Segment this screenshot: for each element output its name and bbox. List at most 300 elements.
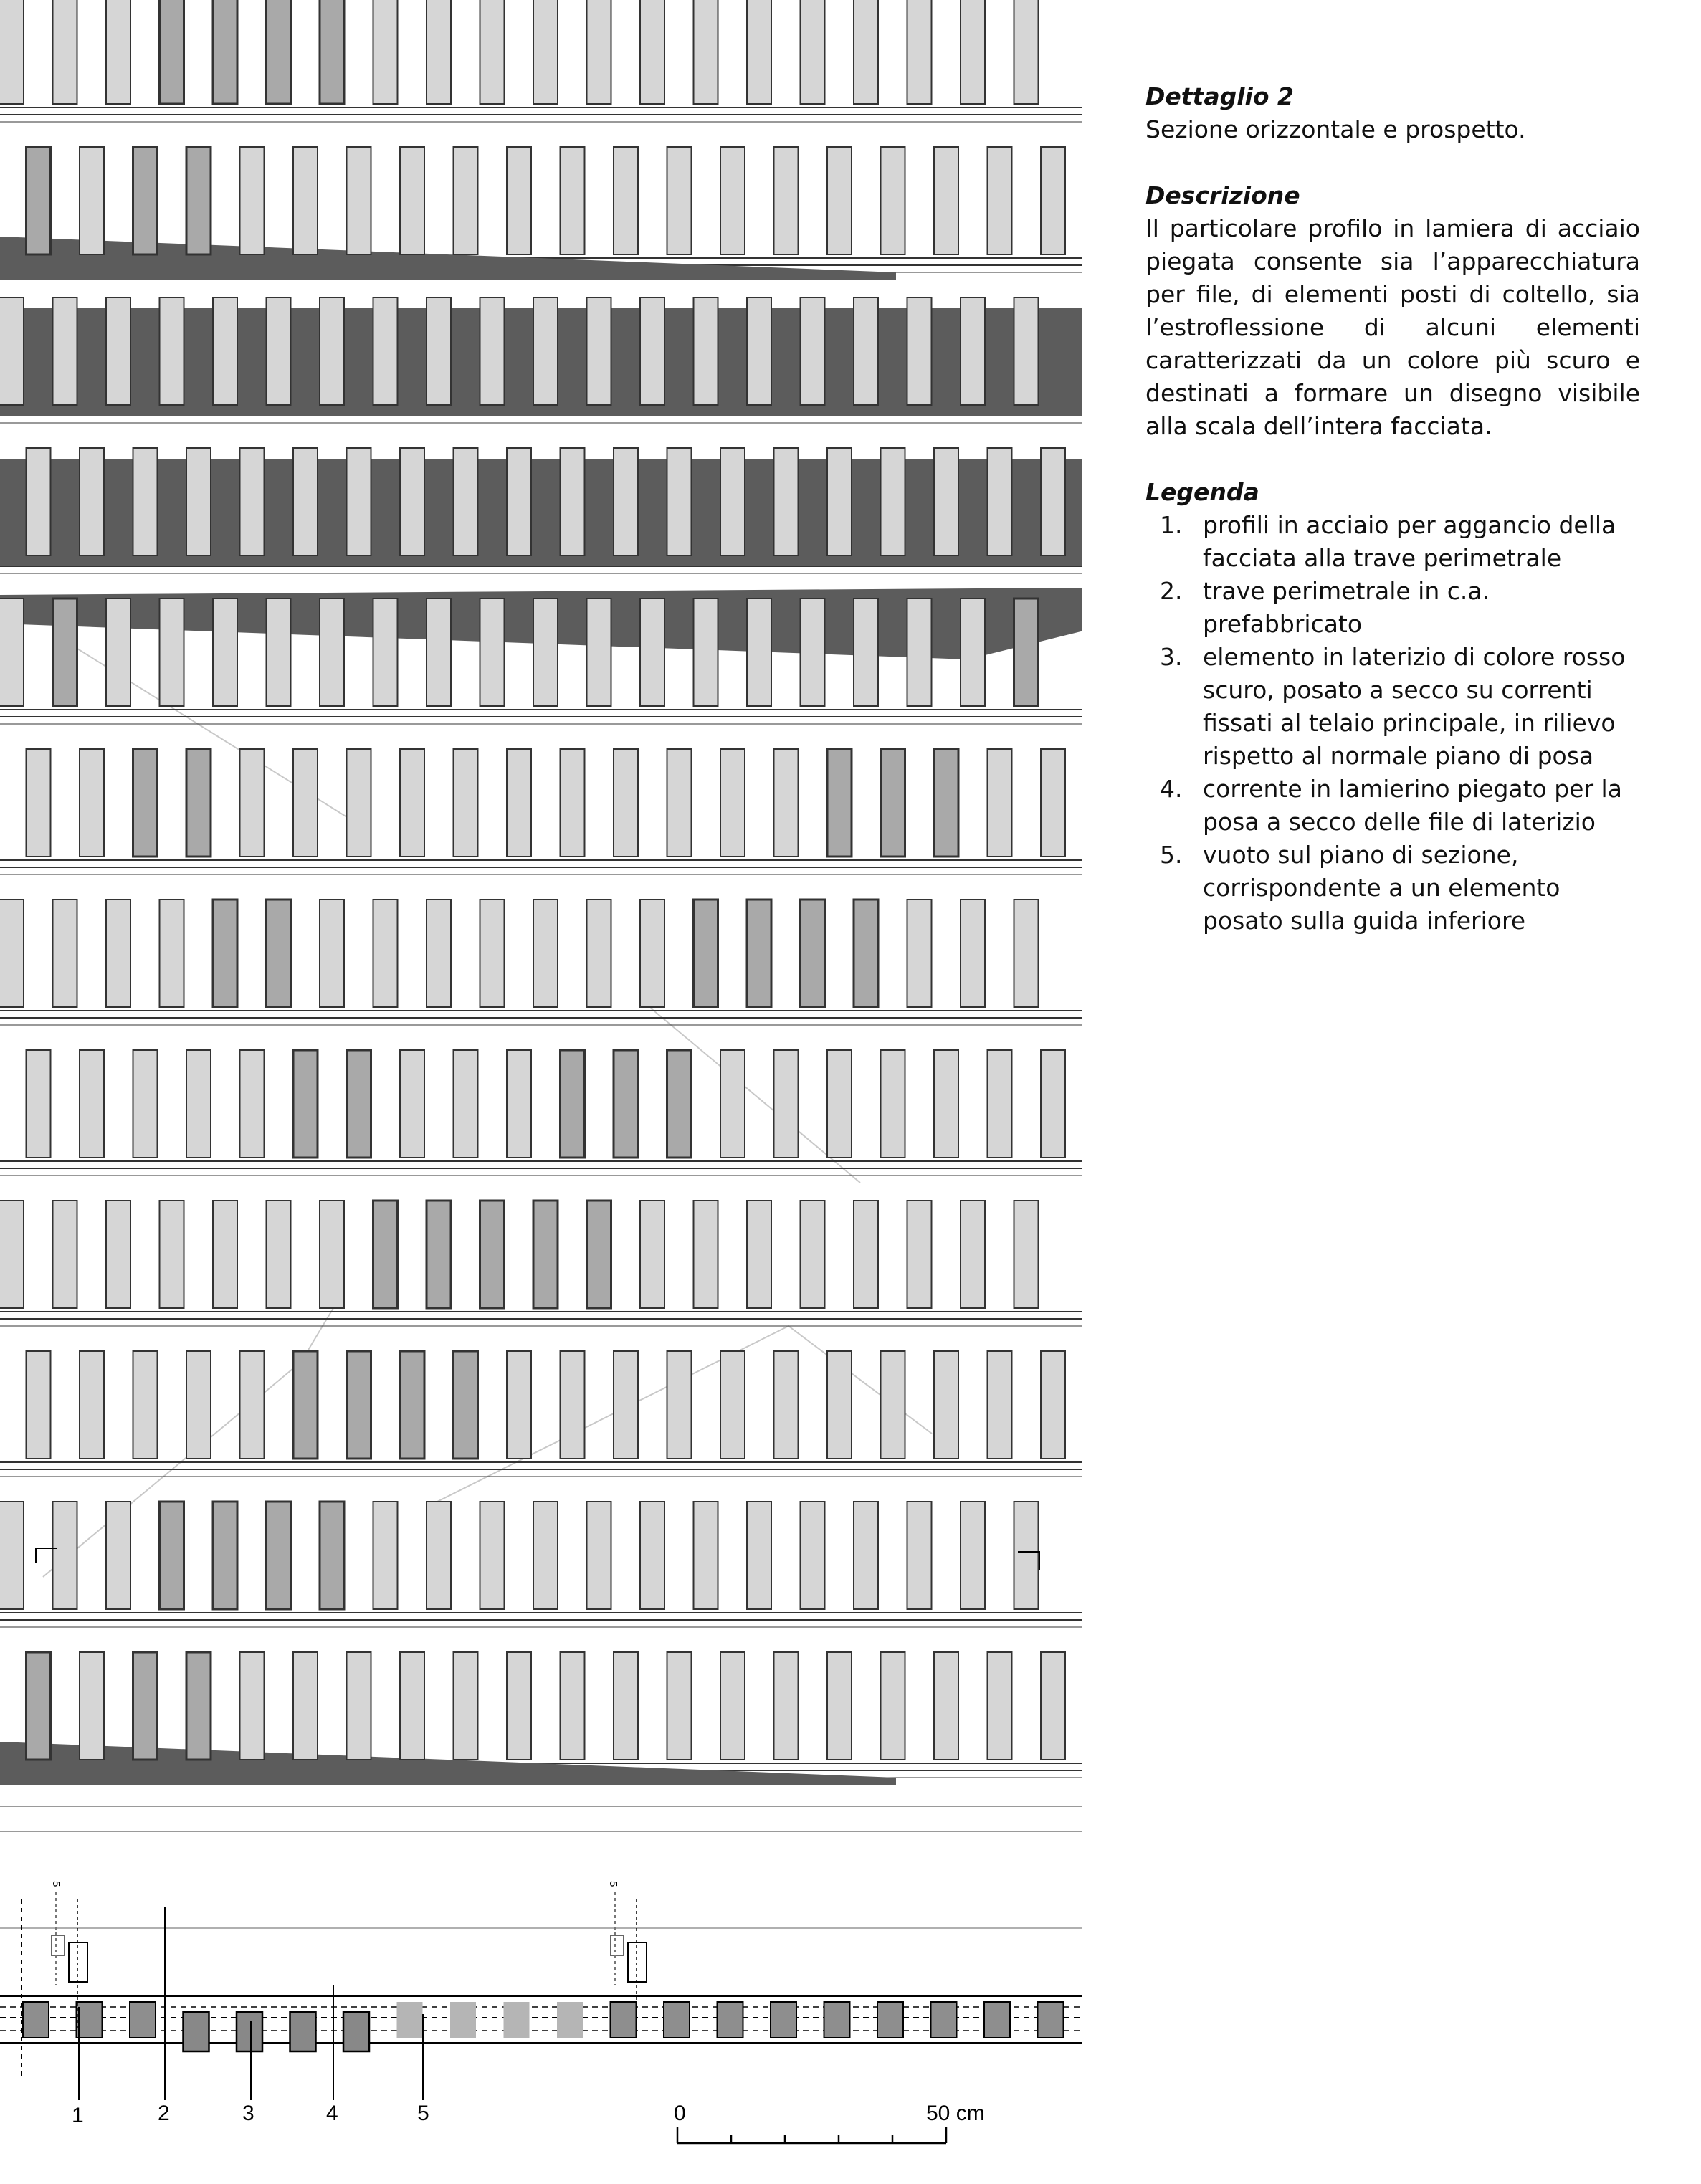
scale-bar-start-label: 0 xyxy=(674,2102,686,2125)
brick-element xyxy=(881,1351,905,1459)
brick-element xyxy=(213,297,237,405)
brick-element xyxy=(106,1502,130,1609)
brick-element xyxy=(961,297,985,405)
side-text-panel xyxy=(1145,80,1640,938)
brick-element xyxy=(854,900,878,1007)
brick-element xyxy=(988,1351,1012,1459)
brick-element xyxy=(934,147,958,254)
bracket-profile xyxy=(69,1942,87,1982)
brick-element xyxy=(854,1502,878,1609)
facade-row xyxy=(0,1050,1082,1176)
brick-element xyxy=(53,297,77,405)
brick-element xyxy=(1014,1201,1039,1308)
brick-element xyxy=(1014,0,1039,104)
brick-element xyxy=(640,900,664,1007)
brick-element xyxy=(427,297,451,405)
brick-element xyxy=(854,1201,878,1308)
brick-element xyxy=(186,147,211,254)
brick-element xyxy=(747,297,771,405)
brick-element xyxy=(160,1201,184,1308)
legend-item-number: 5. xyxy=(1160,841,1183,869)
brick-element xyxy=(267,599,291,706)
detail-title: Dettaglio 2 xyxy=(1145,82,1294,110)
section-element xyxy=(771,2002,796,2038)
brick-element xyxy=(988,448,1012,555)
brick-element xyxy=(988,749,1012,857)
brick-element xyxy=(961,900,985,1007)
brick-element xyxy=(907,1201,932,1308)
brick-element xyxy=(720,1351,745,1459)
legend-title: Legenda xyxy=(1145,478,1259,506)
brick-element xyxy=(400,749,424,857)
brick-element xyxy=(373,1201,398,1308)
brick-element xyxy=(614,147,638,254)
brick-element xyxy=(507,1652,531,1760)
brick-element xyxy=(454,1050,478,1158)
brick-element xyxy=(454,1351,478,1459)
callout-4: 4 xyxy=(326,2102,338,2125)
brick-element xyxy=(240,1652,265,1760)
brick-element xyxy=(106,1201,130,1308)
brick-element xyxy=(561,1351,585,1459)
legend-item-number: 3. xyxy=(1160,643,1183,671)
brick-element xyxy=(907,297,932,405)
brick-element xyxy=(694,1502,718,1609)
brick-element xyxy=(854,297,878,405)
brick-element xyxy=(907,599,932,706)
brick-element xyxy=(747,900,771,1007)
facade-row xyxy=(0,900,1082,1025)
legend-item-text: trave perimetrale in c.a. prefabbricato xyxy=(1203,577,1490,638)
brick-element xyxy=(533,297,558,405)
brick-element xyxy=(320,900,344,1007)
callout-1: 1 xyxy=(72,2104,84,2127)
brick-element xyxy=(480,1201,505,1308)
brick-element xyxy=(747,0,771,104)
brick-element xyxy=(1041,749,1065,857)
legend-item-text: corrente in lamierino piegato per la posa a secco delle file di laterizio xyxy=(1203,775,1622,836)
brick-element xyxy=(400,448,424,555)
brick-element xyxy=(80,749,104,857)
brick-element xyxy=(454,1652,478,1760)
brick-element xyxy=(881,1652,905,1760)
section-element xyxy=(23,2002,49,2038)
brick-element xyxy=(667,448,692,555)
brick-element xyxy=(27,749,51,857)
brick-element xyxy=(186,1050,211,1158)
brick-element xyxy=(1014,900,1039,1007)
brick-element xyxy=(480,0,505,104)
brick-element xyxy=(934,448,958,555)
brick-element xyxy=(240,1050,265,1158)
brick-element xyxy=(533,900,558,1007)
brick-element xyxy=(667,749,692,857)
brick-element xyxy=(373,1502,398,1609)
section-void-element xyxy=(397,2002,423,2038)
brick-element xyxy=(1014,599,1039,706)
brick-element xyxy=(454,147,478,254)
brick-element xyxy=(106,900,130,1007)
brick-element xyxy=(427,599,451,706)
brick-element xyxy=(1041,448,1065,555)
description-title: Descrizione xyxy=(1145,181,1300,209)
brick-element xyxy=(106,599,130,706)
brick-element xyxy=(988,1050,1012,1158)
brick-element xyxy=(320,297,344,405)
legend-item-text: elemento in laterizio di colore rosso scuro, posato a secco su correnti fissati al telaio principale, in rilievo rispetto al normale piano di posa xyxy=(1203,643,1626,770)
brick-element xyxy=(747,1201,771,1308)
section-void-element xyxy=(504,2002,530,2038)
brick-element xyxy=(614,1050,638,1158)
section-element xyxy=(664,2002,690,2038)
brick-element xyxy=(80,1050,104,1158)
brick-element xyxy=(827,147,852,254)
brick-element xyxy=(587,1201,611,1308)
section-void-element xyxy=(450,2002,476,2038)
brick-element xyxy=(667,1351,692,1459)
section-offset-element xyxy=(237,2012,262,2051)
brick-element xyxy=(240,1351,265,1459)
brick-element xyxy=(106,297,130,405)
brick-element xyxy=(720,147,745,254)
brick-element xyxy=(347,1351,371,1459)
brick-element xyxy=(827,1351,852,1459)
brick-element xyxy=(186,448,211,555)
brick-element xyxy=(186,1351,211,1459)
brick-element xyxy=(160,900,184,1007)
section-offset-element xyxy=(343,2012,369,2051)
brick-element xyxy=(427,0,451,104)
brick-element xyxy=(133,1050,158,1158)
brick-element xyxy=(587,0,611,104)
facade-row xyxy=(0,147,1082,280)
brick-element xyxy=(747,1502,771,1609)
brick-element xyxy=(80,1652,104,1760)
section-element xyxy=(984,2002,1010,2038)
brick-element xyxy=(854,0,878,104)
dark-band xyxy=(0,459,1082,566)
bracket-clamp xyxy=(52,1935,65,1955)
brick-element xyxy=(881,1050,905,1158)
brick-element xyxy=(427,1502,451,1609)
brick-element xyxy=(240,448,265,555)
brick-element xyxy=(106,0,130,104)
brick-element xyxy=(213,900,237,1007)
legend-item xyxy=(1145,509,1640,575)
brick-element xyxy=(961,1502,985,1609)
brick-element xyxy=(320,1502,344,1609)
section-element xyxy=(611,2002,637,2038)
brick-element xyxy=(320,1201,344,1308)
brick-element xyxy=(694,900,718,1007)
brick-element xyxy=(27,1351,51,1459)
brick-element xyxy=(667,1050,692,1158)
legend-item-number: 2. xyxy=(1160,577,1183,605)
brick-element xyxy=(53,1502,77,1609)
brick-element xyxy=(373,900,398,1007)
brick-element xyxy=(801,297,825,405)
brick-element xyxy=(533,599,558,706)
brick-element xyxy=(827,1050,852,1158)
section-offset-element xyxy=(290,2012,316,2051)
brick-element xyxy=(80,448,104,555)
brick-element xyxy=(0,599,24,706)
brick-element xyxy=(507,448,531,555)
legend-list xyxy=(1145,509,1640,938)
brick-element xyxy=(640,599,664,706)
brick-element xyxy=(533,0,558,104)
brick-element xyxy=(774,448,799,555)
legend-item-number: 4. xyxy=(1160,775,1183,803)
brick-element xyxy=(667,147,692,254)
brick-element xyxy=(561,749,585,857)
brick-element xyxy=(53,1201,77,1308)
legend-item-text: vuoto sul piano di sezione, corrispondente a un elemento posato sulla guida inferiore xyxy=(1203,841,1561,935)
brick-element xyxy=(347,448,371,555)
detail-subtitle: Sezione orizzontale e prospetto. xyxy=(1145,115,1526,143)
brick-element xyxy=(801,1201,825,1308)
bracket-profile xyxy=(628,1942,647,1982)
brick-element xyxy=(640,1201,664,1308)
brick-element xyxy=(373,297,398,405)
brick-element xyxy=(400,1652,424,1760)
section-element xyxy=(77,2002,103,2038)
facade-row xyxy=(0,749,1082,874)
brick-element xyxy=(133,1652,158,1760)
brick-element xyxy=(587,599,611,706)
brick-element xyxy=(827,1652,852,1760)
brick-element xyxy=(267,0,291,104)
section-element xyxy=(931,2002,957,2038)
brick-element xyxy=(801,599,825,706)
brick-element xyxy=(267,297,291,405)
brick-element xyxy=(293,1351,318,1459)
legend-item xyxy=(1145,641,1640,773)
brick-element xyxy=(27,1050,51,1158)
brick-element xyxy=(480,900,505,1007)
brick-element xyxy=(427,900,451,1007)
brick-element xyxy=(293,448,318,555)
brick-element xyxy=(1014,1502,1039,1609)
facade-row xyxy=(0,1502,1082,1627)
callout-3: 3 xyxy=(242,2102,254,2125)
brick-element xyxy=(561,147,585,254)
brick-element xyxy=(720,749,745,857)
brick-element xyxy=(614,1351,638,1459)
brick-element xyxy=(667,1652,692,1760)
brick-element xyxy=(53,900,77,1007)
brick-element xyxy=(561,1050,585,1158)
brick-element xyxy=(827,749,852,857)
brick-element xyxy=(881,448,905,555)
legend-item-number: 1. xyxy=(1160,511,1183,539)
legend-item-text: profili in acciaio per aggancio della facciata alla trave perimetrale xyxy=(1203,511,1616,572)
brick-element xyxy=(0,0,24,104)
brick-element xyxy=(694,297,718,405)
brick-element xyxy=(507,749,531,857)
brick-element xyxy=(213,0,237,104)
brick-element xyxy=(640,0,664,104)
brick-element xyxy=(881,147,905,254)
brick-element xyxy=(961,599,985,706)
brick-element xyxy=(694,599,718,706)
brick-element xyxy=(454,448,478,555)
brick-element xyxy=(587,297,611,405)
brick-element xyxy=(747,599,771,706)
brick-element xyxy=(961,1201,985,1308)
section-element xyxy=(718,2002,743,2038)
brick-element xyxy=(80,147,104,254)
brick-element xyxy=(907,900,932,1007)
brick-element xyxy=(133,147,158,254)
bracket-clamp xyxy=(611,1935,624,1955)
brick-element xyxy=(347,1050,371,1158)
brick-element xyxy=(320,0,344,104)
brick-element xyxy=(587,900,611,1007)
brick-element xyxy=(0,1502,24,1609)
brick-element xyxy=(907,1502,932,1609)
brick-element xyxy=(186,1652,211,1760)
brick-element xyxy=(533,1201,558,1308)
section-marker-left: 5 xyxy=(50,1881,62,1887)
brick-element xyxy=(480,599,505,706)
brick-element xyxy=(934,1652,958,1760)
brick-element xyxy=(27,448,51,555)
description-body: Il particolare profilo in lamiera di acciaio piegata consente sia l’apparecchiatura per file, di elementi posti di coltello, sia l’estroflessione di alcuni elementi caratterizzati da un colore più scuro e destinati a formare un disegno visibile alla scala dell’intera facciata. xyxy=(1145,214,1640,440)
brick-element xyxy=(400,1050,424,1158)
brick-element xyxy=(854,599,878,706)
brick-element xyxy=(801,900,825,1007)
brick-element xyxy=(827,448,852,555)
brick-element xyxy=(160,0,184,104)
brick-element xyxy=(160,1502,184,1609)
section-void-element xyxy=(557,2002,583,2038)
brick-element xyxy=(240,749,265,857)
brick-element xyxy=(213,1201,237,1308)
brick-element xyxy=(400,147,424,254)
section-element xyxy=(877,2002,903,2038)
brick-element xyxy=(293,147,318,254)
facade-row xyxy=(0,1351,1082,1477)
facade-row xyxy=(0,1652,1082,1785)
brick-element xyxy=(694,1201,718,1308)
brick-element xyxy=(267,1502,291,1609)
horizontal-section xyxy=(0,1548,1082,2143)
brick-element xyxy=(0,900,24,1007)
brick-element xyxy=(507,1351,531,1459)
brick-element xyxy=(720,1050,745,1158)
brick-element xyxy=(27,147,51,254)
brick-element xyxy=(934,1351,958,1459)
brick-element xyxy=(480,297,505,405)
brick-element xyxy=(267,900,291,1007)
brick-element xyxy=(720,1652,745,1760)
brick-element xyxy=(80,1351,104,1459)
brick-element xyxy=(507,1050,531,1158)
callout-2: 2 xyxy=(158,2102,170,2125)
brick-element xyxy=(801,0,825,104)
brick-element xyxy=(0,1201,24,1308)
facade-row xyxy=(0,599,1082,724)
brick-element xyxy=(1041,1351,1065,1459)
brick-element xyxy=(27,1652,51,1760)
brick-element xyxy=(640,297,664,405)
brick-element xyxy=(400,1351,424,1459)
brick-element xyxy=(614,1652,638,1760)
brick-element xyxy=(160,297,184,405)
callout-5: 5 xyxy=(417,2102,429,2125)
brick-element xyxy=(774,1050,799,1158)
brick-element xyxy=(694,0,718,104)
brick-element xyxy=(614,749,638,857)
brick-element xyxy=(1014,297,1039,405)
brick-element xyxy=(454,749,478,857)
brick-element xyxy=(961,0,985,104)
brick-element xyxy=(53,0,77,104)
brick-element xyxy=(427,1201,451,1308)
brick-element xyxy=(133,448,158,555)
section-element xyxy=(1038,2002,1064,2038)
brick-element xyxy=(213,1502,237,1609)
brick-element xyxy=(347,147,371,254)
brick-element xyxy=(801,1502,825,1609)
brick-element xyxy=(934,1050,958,1158)
brick-element xyxy=(186,749,211,857)
brick-element xyxy=(881,749,905,857)
brick-element xyxy=(267,1201,291,1308)
brick-element xyxy=(293,1652,318,1760)
brick-element xyxy=(774,147,799,254)
brick-element xyxy=(373,599,398,706)
brick-element xyxy=(347,749,371,857)
brick-element xyxy=(934,749,958,857)
section-marker-right: 5 xyxy=(607,1881,619,1887)
brick-element xyxy=(293,749,318,857)
scale-bar-end-label: 50 cm xyxy=(926,2102,985,2125)
brick-element xyxy=(53,599,77,706)
brick-element xyxy=(907,0,932,104)
facade-row xyxy=(0,1201,1082,1326)
brick-element xyxy=(320,599,344,706)
brick-element xyxy=(507,147,531,254)
section-element xyxy=(824,2002,850,2038)
brick-element xyxy=(1041,1652,1065,1760)
brick-element xyxy=(561,1652,585,1760)
brick-element xyxy=(774,749,799,857)
brick-element xyxy=(774,1351,799,1459)
brick-element xyxy=(640,1502,664,1609)
brick-element xyxy=(587,1502,611,1609)
brick-element xyxy=(160,599,184,706)
legend-item xyxy=(1145,773,1640,839)
brick-element xyxy=(347,1652,371,1760)
brick-element xyxy=(774,1652,799,1760)
section-offset-element xyxy=(184,2012,209,2051)
brick-element xyxy=(240,147,265,254)
facade-row xyxy=(0,0,1082,122)
brick-element xyxy=(373,0,398,104)
brick-element xyxy=(1041,147,1065,254)
brick-element xyxy=(133,1351,158,1459)
brick-element xyxy=(133,749,158,857)
brick-element xyxy=(561,448,585,555)
facade-row xyxy=(0,297,1082,423)
section-element xyxy=(130,2002,156,2038)
brick-element xyxy=(533,1502,558,1609)
brick-element xyxy=(988,1652,1012,1760)
brick-element xyxy=(614,448,638,555)
brick-element xyxy=(480,1502,505,1609)
